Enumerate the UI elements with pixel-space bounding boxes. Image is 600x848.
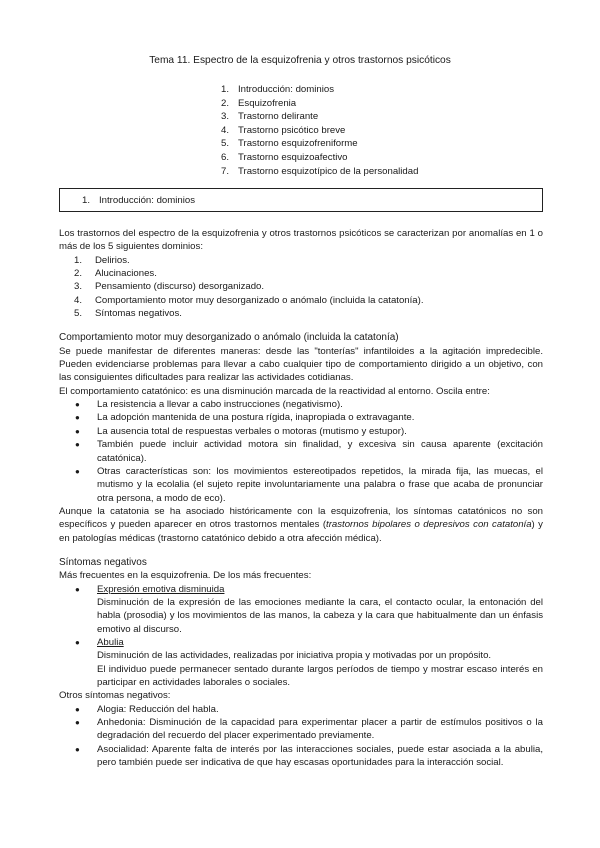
motor-heading: Comportamiento motor muy desorganizado o anómalo (incluida la catatonía)	[59, 332, 399, 344]
catatonic-bullets	[59, 398, 543, 505]
catatonia-paragraph: Aunque la catatonia se ha asociado históricamente con la esquizofrenia, los síntomas catatónicos no son específicos y pueden aparecer en otros trastornos mentales (trastornos bipolares o depresivos con catatonía) y en patologías médicas (trastorno catatónico debido a otra afección médica).	[59, 505, 543, 544]
list-item	[59, 636, 543, 649]
bullet-icon: ●	[75, 466, 80, 476]
document-body	[59, 227, 543, 769]
list-item: 5. Síntomas negativos.	[74, 308, 182, 320]
list-item: ● La adopción mantenida de una postura rígida, inapropiada o extravagante.	[75, 412, 415, 424]
document-title: Tema 11. Espectro de la esquizofrenia y otros trastornos psicóticos	[149, 55, 451, 66]
others-label: Otros síntomas negativos:	[59, 690, 171, 702]
domains-list	[59, 254, 543, 321]
bullet-icon: ●	[75, 584, 80, 594]
item-title: Abulia	[97, 636, 124, 648]
bullet-icon: ●	[75, 704, 80, 714]
bullet-icon: ●	[75, 426, 80, 436]
list-item: 3. Pensamiento (discurso) desorganizado.	[74, 281, 265, 293]
bullet-icon: ●	[75, 744, 80, 754]
list-item: 1. Delirios.	[74, 254, 130, 266]
negative-main-list	[59, 636, 543, 649]
bullet-icon: ●	[75, 400, 80, 410]
item-description: El individuo puede permanecer sentado durante largos períodos de tiempo y mostrar escaso interés en participar en actividades laborales o sociales.	[97, 663, 543, 688]
toc-item: 5. Trastorno esquizofreniforme	[221, 138, 358, 150]
intro-paragraph: Los trastornos del espectro de la esquizofrenia y otros trastornos psicóticos se caracterizan por anomalías en 1 o más de los 5 siguientes dominios:	[59, 228, 543, 253]
section-heading-box	[59, 188, 543, 212]
negative-intro: Más frecuentes en la esquizofrenia. De los más frecuentes:	[59, 570, 312, 582]
other-negative-list	[59, 703, 543, 770]
toc-item: 6. Trastorno esquizoafectivo	[221, 151, 348, 163]
list-item: ● Alogia: Reducción del habla.	[75, 703, 219, 715]
list-item	[59, 583, 543, 596]
list-item: ● Anhedonia: Disminución de la capacidad para experimentar placer a partir de estímulos positivos o la degradación del recuerdo del placer experimentado previamente.	[75, 717, 543, 742]
list-item: 4. Comportamiento motor muy desorganizado o anómalo (incluida la catatonía).	[74, 294, 424, 306]
list-item: ● También puede incluir actividad motora sin finalidad, y excesiva sin causa aparente (excitación catatónica).	[75, 439, 543, 464]
negative-heading: Síntomas negativos	[59, 556, 147, 568]
list-item: 2. Alucinaciones.	[74, 268, 157, 280]
bullet-icon: ●	[75, 718, 80, 728]
table-of-contents	[221, 83, 418, 178]
bullet-icon: ●	[75, 413, 80, 423]
negative-main-list	[59, 583, 543, 596]
section-number: 1.	[82, 194, 91, 206]
toc-item: 2. Esquizofrenia	[221, 97, 297, 109]
bullet-icon: ●	[75, 440, 80, 450]
section-title: Introducción: dominios	[99, 194, 195, 206]
toc-item: 3. Trastorno delirante	[221, 111, 319, 123]
toc-item: 7. Trastorno esquizotípico de la personalidad	[221, 165, 419, 177]
list-item: ● La ausencia total de respuestas verbales o motoras (mutismo y estupor).	[75, 425, 407, 437]
motor-paragraph-1: Se puede manifestar de diferentes maneras: desde las "tonterías" infantiloides a la agitación impredecible. Pueden evidenciarse problemas para llevar a cabo cualquier tipo de comportamiento dirigido a un objetivo, con las consiguientes dificultades para realizar las actividades cotidianas.	[59, 345, 543, 384]
toc-item: 4. Trastorno psicótico breve	[221, 124, 346, 136]
list-item: ● Asocialidad: Aparente falta de interés por las interacciones sociales, puede estar asociada a la abulia, pero también puede ser indicativa de que hay escasas oportunidades para la interacción social.	[75, 743, 543, 769]
list-item: ● Otras características son: los movimientos estereotipados repetidos, la mirada fija, las muecas, el mutismo y la ecolalia (el sujeto repite involuntariamente una palabra o frase que acaba de pronunciar otra persona, a modo de eco).	[75, 465, 543, 504]
item-description: Disminución de la expresión de las emociones mediante la cara, el contacto ocular, la entonación del habla (prosodia) y los movimientos de las manos, la cabeza y la cara que habitualmente dan un énfasis emotivo al discurso.	[97, 596, 543, 635]
bullet-icon: ●	[75, 637, 80, 647]
item-description: Disminución de las actividades, realizadas por iniciativa propia y motivadas por un propósito.	[97, 650, 492, 662]
motor-paragraph-2: El comportamiento catatónico: es una disminución marcada de la reactividad al entorno. Oscila entre:	[59, 385, 490, 397]
list-item: ● La resistencia a llevar a cabo instrucciones (negativismo).	[75, 399, 343, 411]
toc-item: 1. Introducción: dominios	[221, 84, 334, 95]
item-title: Expresión emotiva disminuida	[97, 583, 225, 595]
